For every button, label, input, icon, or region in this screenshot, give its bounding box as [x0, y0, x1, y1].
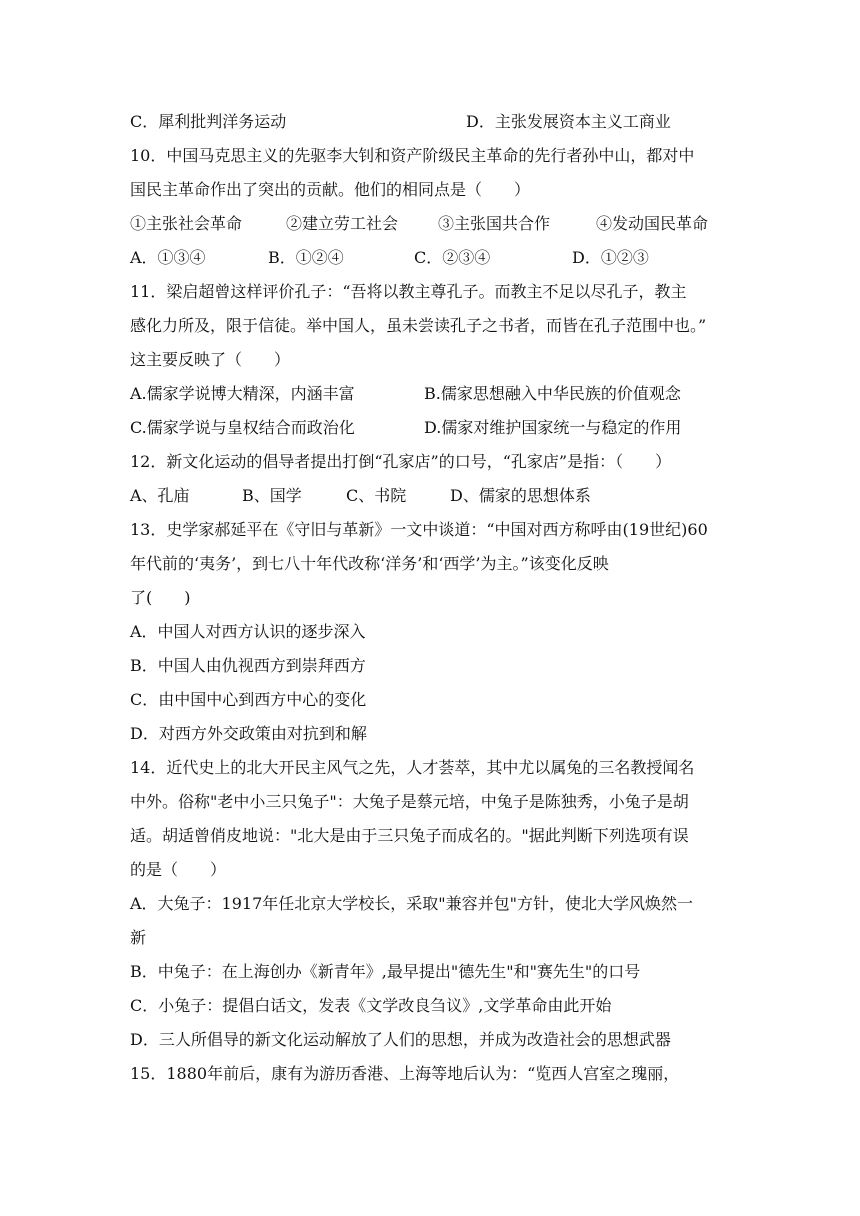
- q14-option-c: C．小兔子：提倡白话文，发表《文学改良刍议》,文学革命由此开始: [130, 996, 612, 1015]
- q14-stem-line-4: 的是（ ）: [130, 860, 227, 879]
- q13-stem-line-1: 13．史学家郝延平在《守旧与革新》一文中谈道：“中国对西方称呼由(19世纪)60: [130, 520, 708, 539]
- q10-item-3: ③主张国共合作: [438, 214, 551, 233]
- q14-option-b: B．中兔子：在上海创办《新青年》,最早提出"德先生"和"赛先生"的口号: [130, 962, 641, 981]
- q11-stem-line-3: 这主要反映了（ ）: [130, 350, 291, 369]
- q10-option-a: A．①③④: [130, 248, 206, 267]
- q14-option-a-line-2: 新: [130, 928, 147, 947]
- q13-stem-line-3: 了( ): [130, 588, 191, 607]
- q12-option-b: B、国学: [242, 486, 302, 505]
- q14-stem-line-3: 适。胡适曾俏皮地说："北大是由于三只兔子而成名的。"据此判断下列选项有误: [130, 826, 689, 845]
- q12-option-c: C、书院: [346, 486, 407, 505]
- q10-stem-line-1: 10．中国马克思主义的先驱李大钊和资产阶级民主革命的先行者孙中山，都对中: [130, 146, 695, 165]
- q14-option-d: D．三人所倡导的新文化运动解放了人们的思想，并成为改造社会的思想武器: [130, 1030, 671, 1049]
- q10-option-d: D．①②③: [572, 248, 649, 267]
- q14-stem-line-2: 中外。俗称"老中小三只兔子"：大兔子是蔡元培，中兔子是陈独秀，小兔子是胡: [130, 792, 689, 811]
- q13-stem-line-2: 年代前的‘夷务’，到七八十年代改称‘洋务’和‘西学’为主。”该变化反映: [130, 554, 609, 573]
- q13-option-a: A．中国人对西方认识的逐步深入: [130, 622, 366, 641]
- q9-option-c: C．犀利批判洋务运动: [130, 112, 287, 131]
- q15-stem-line-1: 15．1880年前后，康有为游历香港、上海等地后认为：“览西人宫室之瑰丽，: [130, 1064, 680, 1083]
- q9-option-d: D．主张发展资本主义工商业: [466, 112, 671, 131]
- q10-item-2: ②建立劳工社会: [286, 214, 399, 233]
- q13-option-b: B．中国人由仇视西方到崇拜西方: [130, 656, 366, 675]
- q12-stem: 12．新文化运动的倡导者提出打倒“孔家店”的口号，“孔家店”是指：（ ）: [130, 452, 672, 471]
- q11-option-a: A.儒家学说博大精深，内涵丰富: [130, 384, 355, 403]
- q11-option-d: D.儒家对维护国家统一与稳定的作用: [424, 418, 682, 437]
- q11-option-b: B.儒家思想融入中华民族的价值观念: [424, 384, 681, 403]
- q10-stem-line-2: 国民主革命作出了突出的贡献。他们的相同点是（ ）: [130, 180, 531, 199]
- q14-stem-line-1: 14．近代史上的北大开民主风气之先，人才荟萃，其中尤以属兔的三名教授闻名: [130, 758, 695, 777]
- q12-option-d: D、儒家的思想体系: [450, 486, 591, 505]
- q13-option-d: D．对西方外交政策由对抗到和解: [130, 724, 367, 743]
- q10-item-1: ①主张社会革命: [130, 214, 243, 233]
- q12-option-a: A、孔庙: [130, 486, 190, 505]
- q11-stem-line-1: 11．梁启超曾这样评价孔子：“吾将以教主尊孔子。而教主不足以尽孔子，教主: [130, 282, 687, 301]
- q11-option-c: C.儒家学说与皇权结合而政治化: [130, 418, 355, 437]
- q10-option-c: C．②③④: [414, 248, 491, 267]
- q11-stem-line-2: 感化力所及，限于信徒。举中国人，虽未尝读孔子之书者，而皆在孔子范围中也。”: [130, 316, 707, 335]
- q10-item-4: ④发动国民革命: [596, 214, 709, 233]
- q13-option-c: C．由中国中心到西方中心的变化: [130, 690, 367, 709]
- q10-option-b: B．①②④: [268, 248, 344, 267]
- q14-option-a-line-1: A．大兔子：1917年任北京大学校长，采取"兼容并包"方针，使北大学风焕然一: [130, 894, 693, 913]
